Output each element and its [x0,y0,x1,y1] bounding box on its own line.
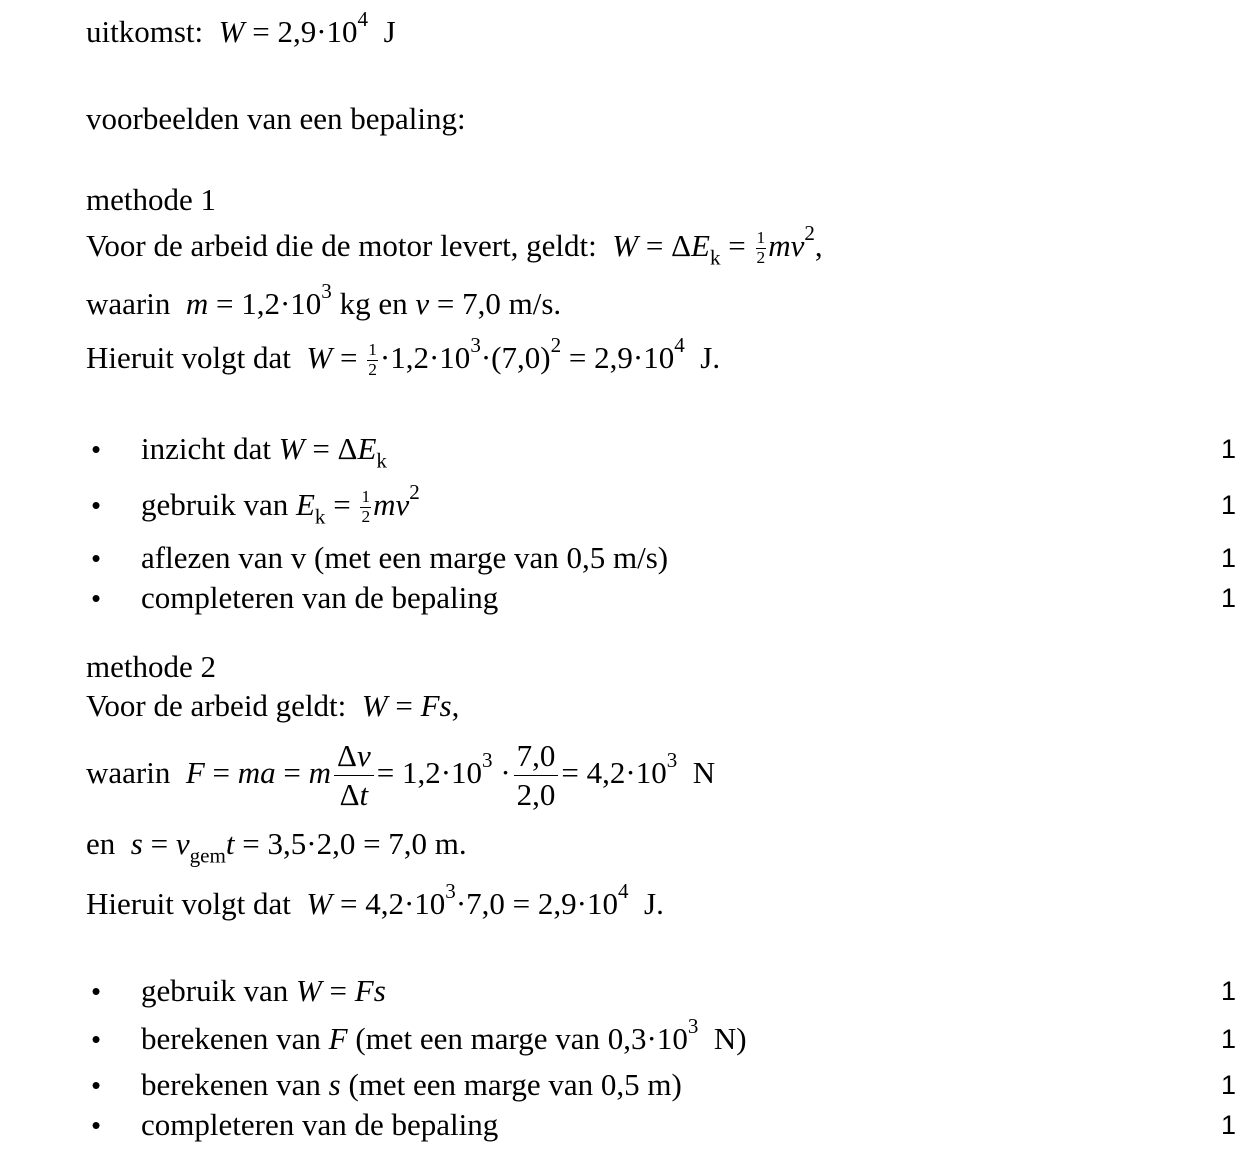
criterion-points: 1 [1220,434,1236,464]
criterion-points: 1 [1220,583,1236,613]
criterion-points: 1 [1220,1110,1236,1140]
bullet-icon: • [91,490,101,520]
criterion-formula: W = Fs [295,973,386,1008]
method1-line3-formula: W = $\frac{1}{2}$ $\cdot 1,2\cdot 10^3\cdot(7,0)^2 = 2,9\cdot 10^4$ J. [306,333,721,379]
criterion-points: 1 [1220,1070,1236,1100]
bullet-icon: • [91,583,101,613]
method2-criterion [86,1107,1236,1143]
method2-line2-formula: F = ma = m $\frac{\Delta v}{\Delta t}$ = $1,2\cdot 10^3$ · $\frac{7,0}{2,0}$ = $4,2\cdot 10^3$ N [185,737,716,813]
method1-criterion [86,480,1236,529]
method2-title: methode 2 [86,649,216,684]
method2-line2-text: waarin [86,755,171,790]
bullet-icon: • [91,1024,101,1054]
method2-line4-formula: $W = 4,2\cdot 10^3\cdot 7,0 = 2,9\cdot 10^4$ J. [306,879,664,921]
method1-line2 [86,279,562,322]
criterion-formula: $E_k$ = $\frac{1}{2}$ $mv^2$ [295,480,420,529]
method1-line1 [86,221,823,270]
method1-line2-text: waarin [86,286,171,321]
bullet-icon: • [91,1070,101,1100]
method2-line4 [86,879,664,922]
method1-line1-text: Voor de arbeid die de motor levert, geldt: [86,228,597,263]
method1-line2-formula: $m = 1,2\cdot 10^3$ kg en v = 7,0 m/s. [185,279,562,321]
method2-line3-formula: $s = v_{gem}t = 3,5\cdot 2,0 = 7,0$ m. [130,826,467,868]
method2-line3-text: en [86,826,116,861]
result-label: uitkomst: [86,14,204,49]
criterion-text: gebruik van [141,487,289,522]
criterion-text: completeren van de bepaling [141,1107,499,1142]
examples-heading: voorbeelden van een bepaling: [86,101,466,136]
criterion-text: aflezen van v (met een marge van 0,5 m/s) [141,540,669,575]
method1-line3 [86,333,721,379]
result-formula: $W = 2,9\cdot 10^4$ J [218,7,396,49]
bullet-icon: • [91,543,101,573]
method1-line3-text: Hieruit volgt dat [86,340,291,375]
bullet-icon: • [91,976,101,1006]
method1-line1-formula: $W = \Delta E_k$ = $\frac{1}{2}$ $mv^2$, [612,221,823,270]
method2-line2 [86,731,715,815]
criterion-points: 1 [1220,1024,1236,1054]
result-line [86,7,396,50]
method2-criterion: • berekenen van F (met een marge van $0,3\cdot 10^3$ N) 1 [86,1021,1236,1057]
method1-title: methode 1 [86,182,216,217]
criterion-points: 1 [1220,490,1236,520]
criterion-formula: $0,3\cdot 10^3$ N) [600,1014,747,1056]
method2-line1-formula: W = Fs, [361,688,460,723]
criterion-text: berekenen van s (met een marge van 0,5 m) [141,1067,682,1102]
method2-line1 [86,688,459,724]
method2-criterion [86,973,1236,1009]
method2-line1-text: Voor de arbeid geldt: [86,688,347,723]
criterion-points: 1 [1220,976,1236,1006]
criterion-text: completeren van de bepaling [141,580,499,615]
method2-criterion [86,1067,1236,1103]
method1-criterion [86,540,1236,576]
criterion-text: gebruik van [141,973,289,1008]
criterion-formula: $W = \Delta E_k$ [278,431,387,473]
bullet-icon: • [91,434,101,464]
criterion-points: 1 [1220,543,1236,573]
method1-criterion [86,431,1236,473]
criterion-text: inzicht dat [141,431,271,466]
method2-line3 [86,826,467,868]
method1-criterion [86,580,1236,616]
method2-line4-text: Hieruit volgt dat [86,886,291,921]
bullet-icon: • [91,1110,101,1140]
